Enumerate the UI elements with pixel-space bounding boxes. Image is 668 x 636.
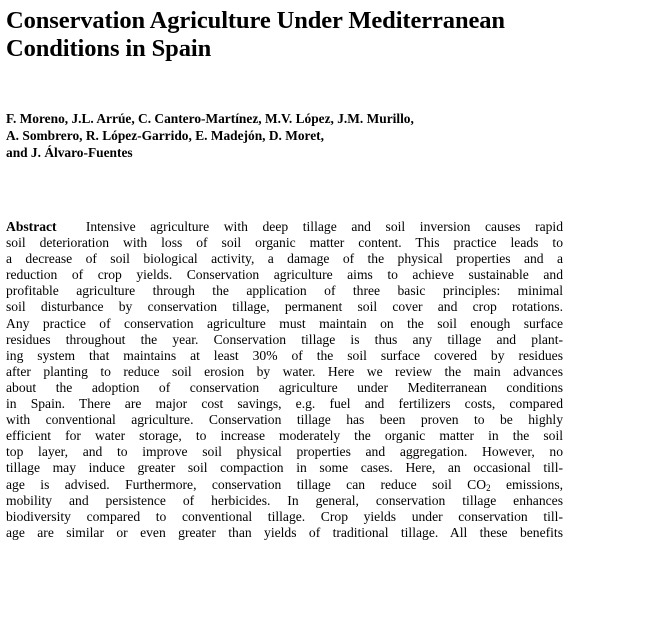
- abstract-line: reduction of crop yields. Conservation agriculture aims to achieve sustainable and: [6, 267, 563, 283]
- author-line-3: and J. Álvaro-Fuentes: [6, 145, 133, 160]
- author-line-1: F. Moreno, J.L. Arrúe, C. Cantero-Martínez, M.V. López, J.M. Murillo,: [6, 111, 414, 126]
- abstract-line: ing system that maintains at least 30% of the soil surface covered by residues: [6, 347, 563, 363]
- paper-title: [6, 0, 566, 63]
- abstract: [6, 219, 563, 541]
- paper-title-line-2: Conditions in Spain: [6, 35, 212, 62]
- paper-page: [6, 0, 566, 541]
- abstract-line-tail: emissions,: [490, 476, 564, 492]
- abstract-line-text: age is advised. Furthermore, conservation tillage can reduce soil CO: [6, 476, 487, 492]
- abstract-line: tillage may induce greater soil compaction in some cases. Here, an occasional till-: [6, 460, 563, 476]
- abstract-line-text: Intensive agriculture with deep tillage and soil inversion causes rapid: [85, 219, 564, 234]
- abstract-line: with conventional agriculture. Conservation tillage has been proven to be highly: [6, 412, 563, 428]
- abstract-line: after planting to reduce soil erosion by water. Here we review the main advances: [6, 363, 563, 379]
- abstract-line: mobility and persistence of herbicides. In general, conservation tillage enhances: [6, 492, 563, 508]
- abstract-line: [6, 477, 563, 493]
- abstract-line: in Spain. There are major cost savings, e.g. fuel and fertilizers costs, compared: [6, 396, 563, 412]
- co2-subscript: 2: [486, 482, 491, 493]
- abstract-line: a decrease of soil biological activity, a damage of the physical properties and a: [6, 251, 563, 267]
- abstract-line: residues throughout the year. Conservation tillage is thus any tillage and plant-: [6, 331, 563, 347]
- abstract-line: Any practice of conservation agriculture must maintain on the soil enough surface: [6, 315, 563, 331]
- abstract-line: biodiversity compared to conventional tillage. Crop yields under conservation till-: [6, 508, 563, 524]
- abstract-line: soil deterioration with loss of soil organic matter content. This practice leads to: [6, 235, 563, 251]
- author-line-2: A. Sombrero, R. López-Garrido, E. Madejón, D. Moret,: [6, 128, 324, 143]
- abstract-line: soil disturbance by conservation tillage, permanent soil cover and crop rotations.: [6, 299, 563, 315]
- abstract-line: [6, 219, 563, 235]
- abstract-label: Abstract: [6, 219, 57, 234]
- author-list: [6, 110, 566, 161]
- abstract-line: about the adoption of conservation agriculture under Mediterranean conditions: [6, 379, 563, 395]
- abstract-line: profitable agriculture through the application of three basic principles: minimal: [6, 283, 563, 299]
- abstract-line: top layer, and to improve soil physical properties and aggregation. However, no: [6, 444, 563, 460]
- paper-title-line-1: Conservation Agriculture Under Mediterranean: [6, 7, 505, 34]
- abstract-line: age are similar or even greater than yields of traditional tillage. All these benefits: [6, 524, 563, 540]
- abstract-line: efficient for water storage, to increase moderately the organic matter in the soil: [6, 428, 563, 444]
